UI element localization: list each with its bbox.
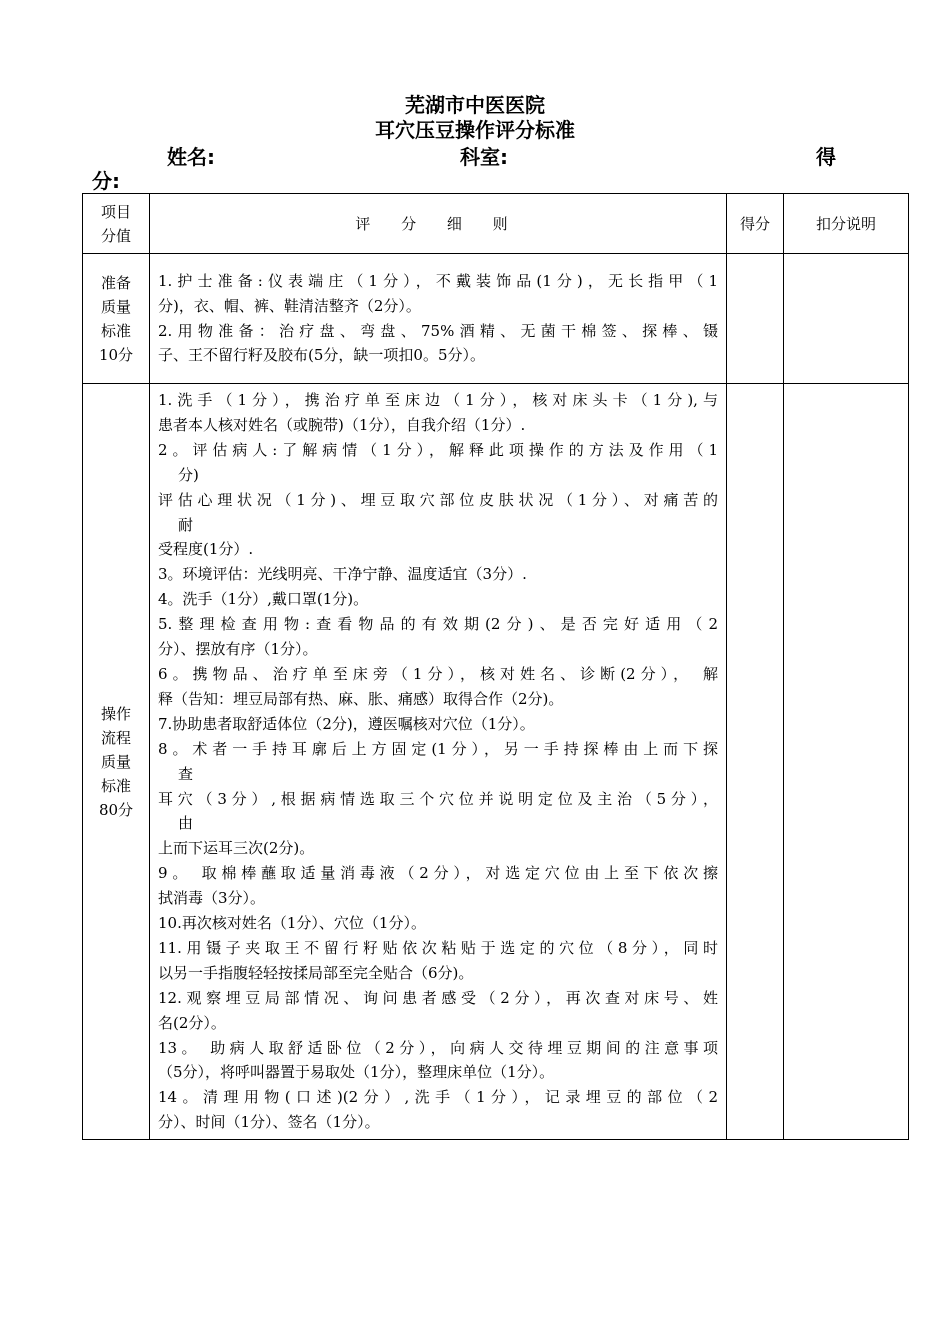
criteria-line: 受程度(1分）.	[158, 540, 254, 559]
category-line: 10分	[98, 345, 134, 364]
header-detail-cell: 评 分 细 则	[150, 194, 727, 254]
table-row	[83, 254, 909, 384]
table-header-row	[83, 194, 909, 254]
header-item-cell	[83, 194, 150, 254]
category-cell	[83, 254, 150, 384]
category-cell	[83, 384, 150, 1140]
criteria-line: 9。 取棉棒蘸取适量消毒液（2分），对选定穴位由上至下依次擦	[158, 864, 718, 883]
criteria-line: 3。环境评估：光线明亮、干净宁静、温度适宜（3分）.	[158, 565, 527, 584]
criteria-line: 1.洗手（1分），携治疗单至床边（1分），核对床头卡（1分),与	[158, 391, 718, 409]
criteria-line: 释（告知：埋豆局部有热、麻、胀、痛感）取得合作（2分)。	[158, 689, 564, 708]
category-line: 流程	[100, 728, 131, 747]
criteria-lines	[158, 388, 718, 1135]
criteria-line: （5分），将呼叫器置于易取处（1分），整理床单位（1分）。	[158, 1063, 555, 1082]
criteria-line: 6。携物品、治疗单至床旁（1分），核对姓名、诊断(2分）， 解	[158, 664, 718, 683]
criteria-line: 上而下运耳三次(2分)。	[158, 839, 315, 858]
criteria-line: 11.用镊子夹取王不留行籽贴依次粘贴于选定的穴位（8分），同时	[158, 938, 718, 957]
header-score-cell: 得分	[727, 194, 784, 254]
criteria-line: 8。术者一手持耳廓后上方固定(1分），另一手持探棒由上而下探	[158, 739, 718, 758]
criteria-line: 子、王不留行籽及胶布(5分，缺一项扣0。5分）。	[158, 346, 485, 365]
criteria-line: 分)，衣、帽、裤、鞋清洁整齐（2分）。	[158, 296, 421, 315]
criteria-cell	[150, 384, 727, 1140]
criteria-line: 耐	[178, 515, 194, 534]
category-line: 80分	[98, 800, 134, 819]
criteria-line: 患者本人核对姓名（或腕带)（1分），自我介绍（1分）.	[158, 415, 526, 434]
score-input-cell[interactable]	[727, 254, 784, 384]
header-item-line1: 项目	[100, 202, 131, 221]
category-line: 质量	[100, 297, 131, 316]
score-label-part1: 得	[816, 145, 836, 169]
criteria-line: 耳穴（3分）,根据病情选取三个穴位并说明定位及主治（5分），	[158, 789, 718, 808]
criteria-cell	[150, 254, 727, 384]
criteria-line: 评估心理状况（1分)、埋豆取穴部位皮肤状况（1分）、对痛苦的	[158, 490, 718, 509]
department-label: 科室:	[460, 145, 508, 169]
hospital-name: 芜湖市中医医院	[405, 93, 545, 117]
criteria-line: 2。评估病人:了解病情（1分），解释此项操作的方法及作用（1	[158, 440, 718, 459]
criteria-line: 分）、时间（1分）、签名（1分）。	[158, 1113, 380, 1132]
criteria-line: 以另一手指腹轻轻按揉局部至完全贴合（6分)。	[158, 963, 474, 982]
category-line: 标准	[100, 321, 131, 340]
form-title: 耳穴压豆操作评分标准	[375, 118, 575, 142]
category-line: 操作	[100, 704, 131, 723]
header-deduction-cell: 扣分说明	[784, 194, 909, 254]
category-line: 质量	[100, 752, 131, 771]
criteria-line: 1.护士准备:仪表端庄（1分），不戴装饰品(1分)，无长指甲（1	[158, 271, 718, 290]
table-row	[83, 384, 909, 1140]
criteria-line: 7.协助患者取舒适体位（2分)，遵医嘱核对穴位（1分）。	[158, 714, 535, 733]
score-input-cell[interactable]	[727, 384, 784, 1140]
name-label: 姓名:	[167, 145, 215, 169]
scoring-table	[82, 193, 909, 1140]
criteria-line: 10.再次核对姓名（1分）、穴位（1分）。	[158, 914, 426, 933]
criteria-line: 13。 助病人取舒适卧位（2分），向病人交待埋豆期间的注意事项	[158, 1038, 718, 1057]
criteria-line: 5.整理检查用物:查看物品的有效期(2分)、是否完好适用（2	[158, 615, 718, 634]
criteria-line: 分)	[178, 465, 199, 484]
header-item-line2: 分值	[100, 226, 131, 245]
criteria-line: 14。清理用物(口述)(2分）,洗手（1分），记录埋豆的部位（2	[158, 1088, 718, 1107]
criteria-line: 名(2分）。	[158, 1013, 226, 1032]
criteria-line: 拭消毒（3分）。	[158, 889, 266, 908]
criteria-line: 12.观察埋豆局部情况、询问患者感受（2分），再次查对床号、姓	[158, 988, 718, 1007]
score-label-part2: 分:	[92, 169, 120, 193]
criteria-line: 2.用物准备：治疗盘、弯盘、75%酒精、无菌干棉签、探棒、镊	[158, 321, 718, 340]
deduction-input-cell[interactable]	[784, 254, 909, 384]
category-line: 准备	[100, 273, 131, 292]
deduction-input-cell[interactable]	[784, 384, 909, 1140]
criteria-line: 查	[178, 764, 194, 783]
criteria-line: 分）、摆放有序（1分）。	[158, 640, 318, 659]
category-line: 标准	[100, 776, 131, 795]
criteria-line: 4。洗手（1分）,戴口罩(1分)。	[158, 590, 369, 609]
criteria-lines	[158, 269, 718, 369]
criteria-line: 由	[178, 814, 194, 833]
